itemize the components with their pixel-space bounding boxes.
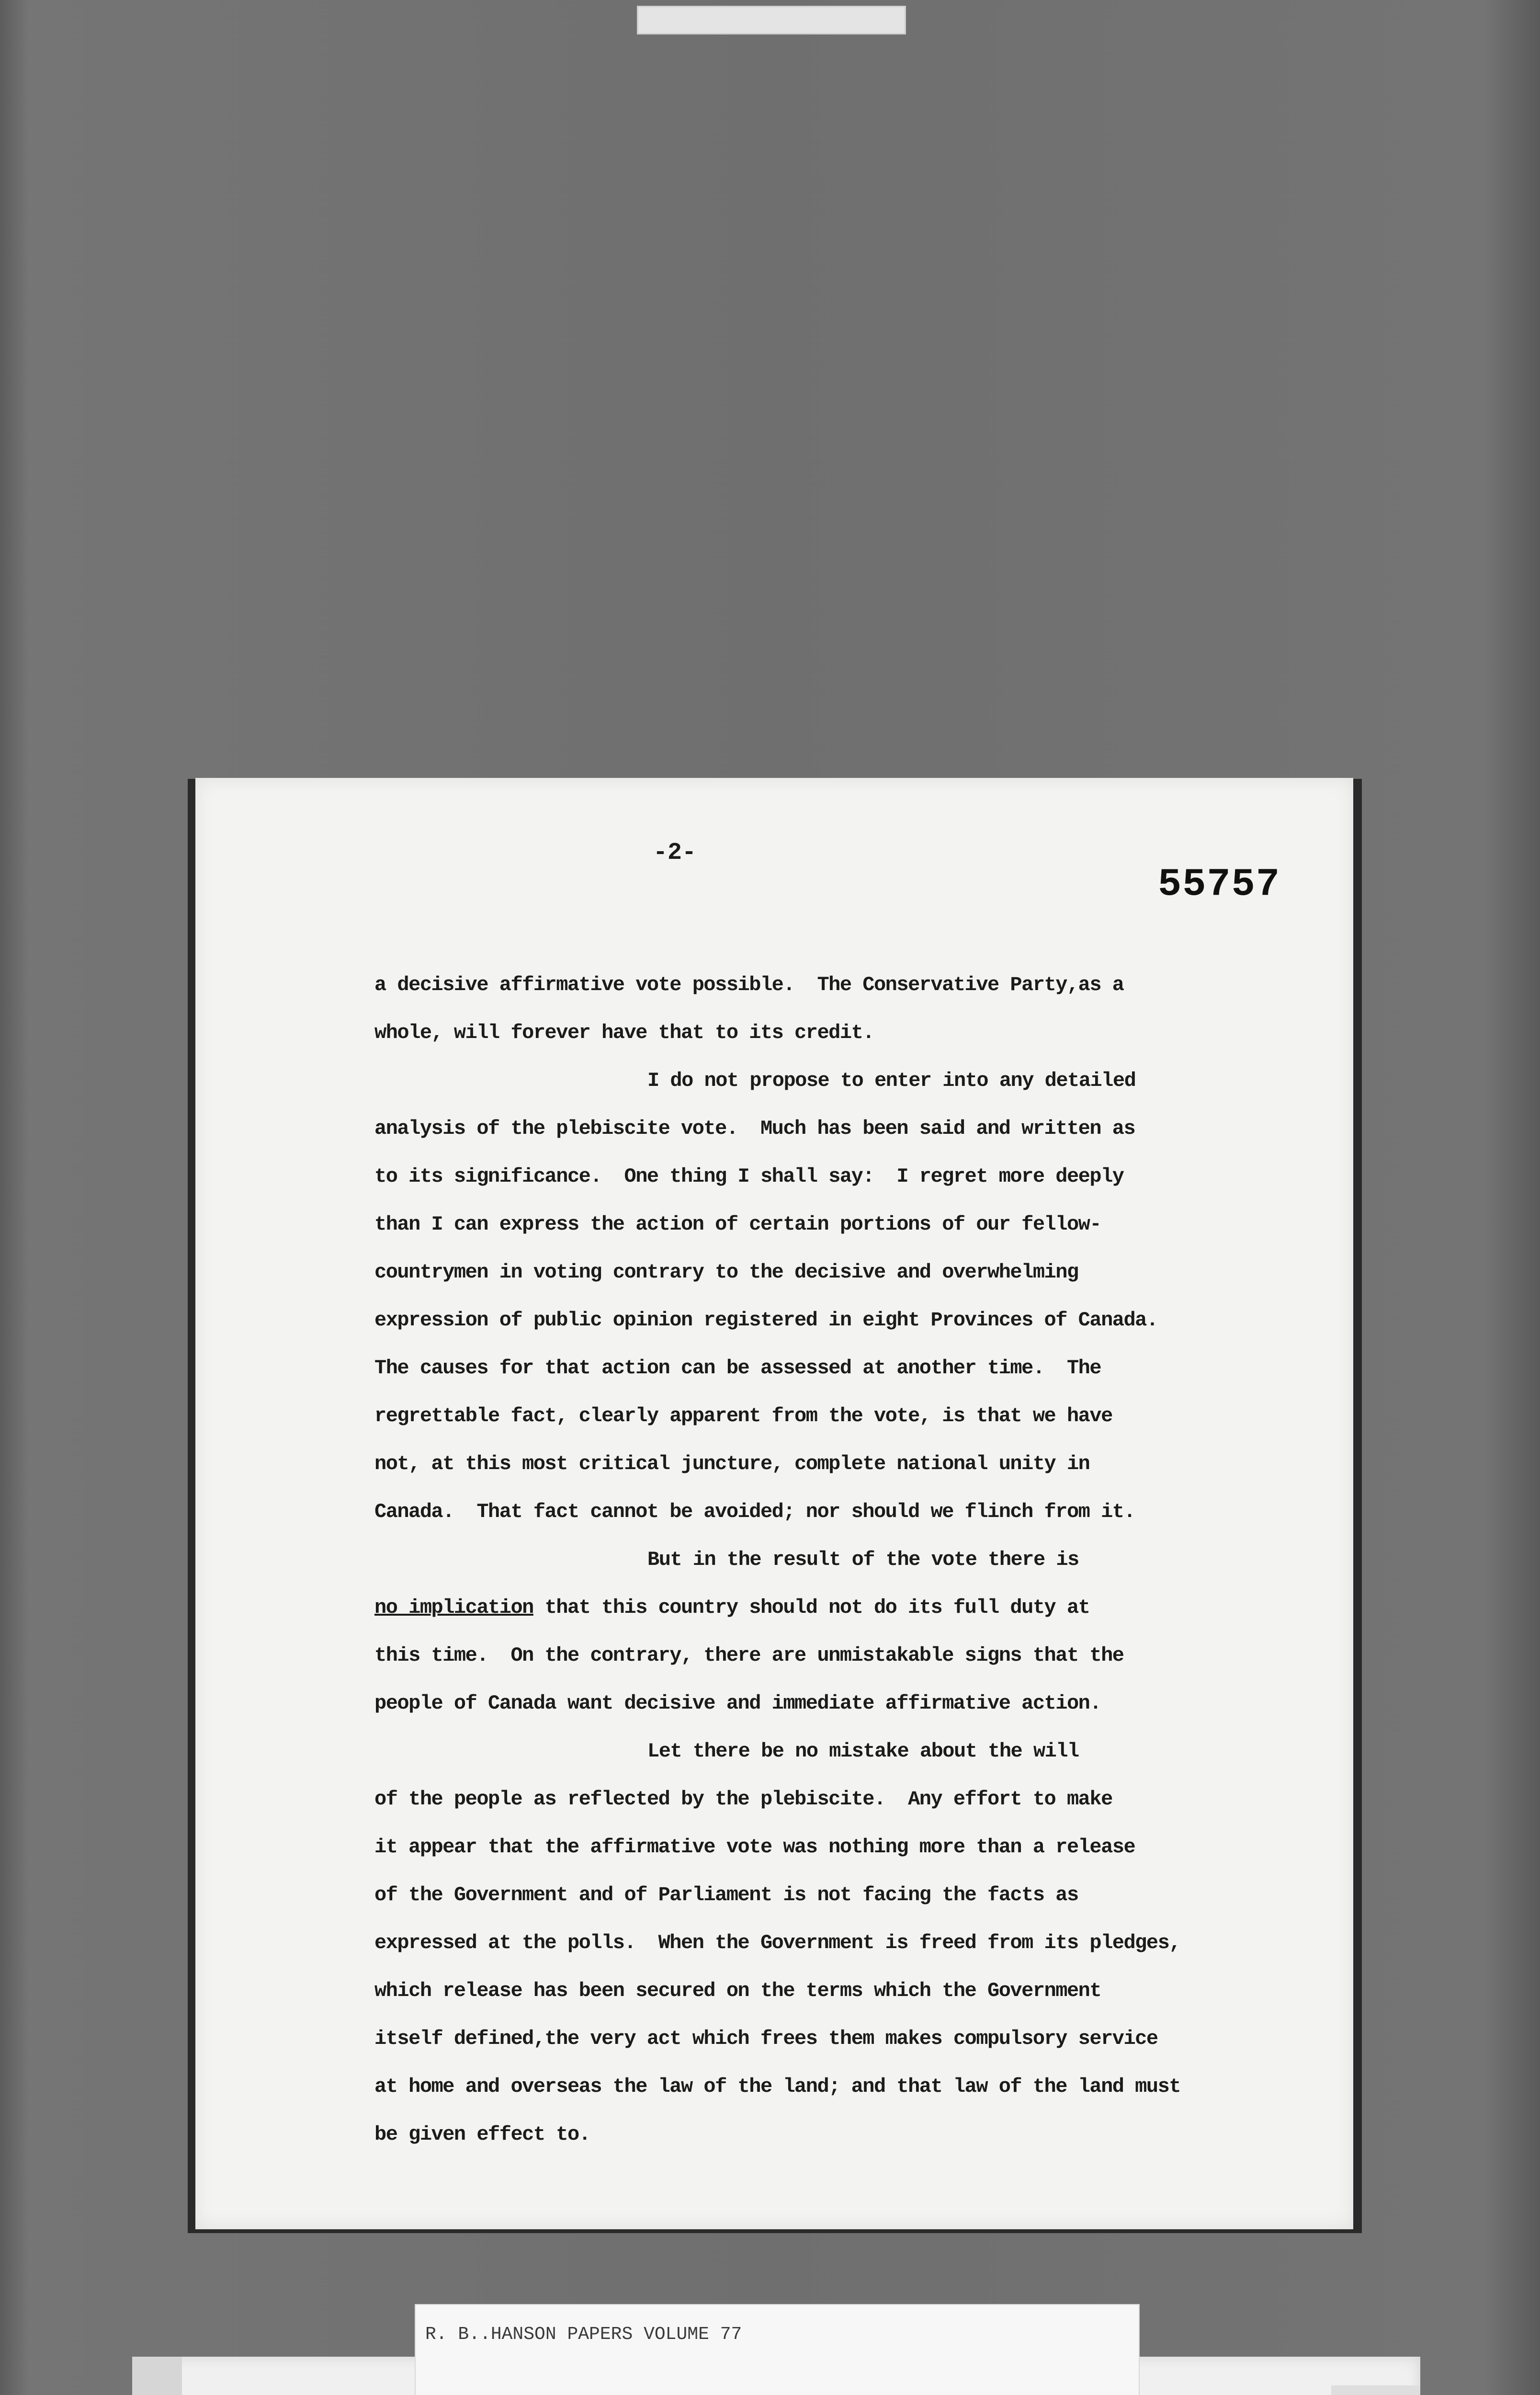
text-line: itself defined,the very act which frees them makes compulsory service — [374, 2027, 1158, 2050]
text-line: of the people as reflected by the plebiscite. Any effort to make — [374, 1788, 1112, 1811]
collection-label-card — [415, 2304, 1140, 2395]
collection-label: R. B..HANSON PAPERS VOLUME 77 — [425, 2324, 742, 2345]
text-line: which release has been secured on the terms which the Government — [374, 1979, 1101, 2002]
text-line: The causes for that action can be assessed at another time. The — [374, 1357, 1101, 1380]
underlined-phrase: no implication — [374, 1596, 533, 1619]
text-line: at home and overseas the law of the land; and that law of the land must — [374, 2075, 1180, 2098]
text-line: expressed at the polls. When the Government is freed from its pledges, — [374, 1931, 1180, 1954]
text-line-remainder: that this country should not do its full duty at — [533, 1596, 1090, 1619]
text-line-underlined — [374, 1584, 1275, 1631]
page-marker: -2- — [653, 839, 697, 867]
text-line: not, at this most critical juncture, complete national unity in — [374, 1452, 1090, 1475]
text-line: whole, will forever have that to its credit. — [374, 1021, 874, 1044]
text-line: to its significance. One thing I shall say: I regret more deeply — [374, 1165, 1124, 1188]
text-line: Canada. That fact cannot be avoided; nor should we flinch from it. — [374, 1500, 1135, 1523]
archive-card-edge — [132, 2357, 182, 2395]
text-line: expression of public opinion registered in eight Provinces of Canada. — [374, 1309, 1158, 1332]
archive-card-edge — [1331, 2385, 1420, 2395]
reference-number-stamp: 55757 — [1158, 862, 1281, 907]
text-line: Let there be no mistake about the will — [647, 1740, 1079, 1763]
text-line: this time. On the contrary, there are unmistakable signs that the — [374, 1644, 1124, 1667]
top-clip-tab — [637, 6, 906, 34]
text-line: regrettable fact, clearly apparent from the vote, is that we have — [374, 1404, 1112, 1427]
text-line: people of Canada want decisive and immediate affirmative action. — [374, 1692, 1101, 1715]
text-line: be given effect to. — [374, 2123, 590, 2146]
text-line: analysis of the plebiscite vote. Much has been said and written as — [374, 1117, 1135, 1140]
text-line: countrymen in voting contrary to the decisive and overwhelming — [374, 1261, 1078, 1284]
text-line: a decisive affirmative vote possible. The Conservative Party,as a — [374, 973, 1124, 996]
text-line: than I can express the action of certain portions of our fellow- — [374, 1213, 1101, 1236]
document-body-text — [374, 961, 1275, 2158]
text-line: it appear that the affirmative vote was nothing more than a release — [374, 1836, 1135, 1859]
text-line: I do not propose to enter into any detailed — [647, 1069, 1136, 1092]
text-line: of the Government and of Parliament is not facing the facts as — [374, 1883, 1078, 1906]
text-line: But in the result of the vote there is — [647, 1548, 1079, 1571]
